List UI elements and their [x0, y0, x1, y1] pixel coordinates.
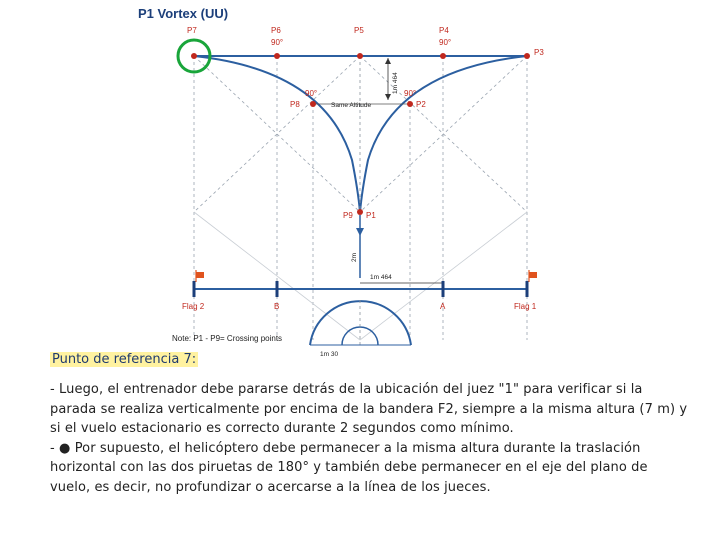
dim-2m-label: 2m [351, 252, 358, 262]
p6-angle: 90° [271, 38, 284, 47]
note-text: Note: P1 - P9= Crossing points [172, 334, 283, 343]
point-p6 [274, 53, 280, 59]
diagram-title: P1 Vortex (UU) [138, 6, 229, 21]
p2-angle: 90° [404, 89, 417, 98]
flag1-label: Flag 1 [514, 302, 537, 311]
same-altitude-label: Same Altitude [331, 102, 372, 109]
points [191, 53, 530, 215]
p3-label: P3 [534, 48, 544, 57]
dim-bottom-label: 1m 464 [370, 274, 392, 281]
guide-lines [194, 56, 527, 340]
p9-label: P9 [343, 211, 353, 220]
dim-top-label: 1m 464 [392, 72, 399, 94]
flag2-label: Flag 2 [182, 302, 205, 311]
flag1-icon [529, 272, 537, 278]
point-p8 [310, 101, 316, 107]
p1-label: P1 [366, 211, 376, 220]
dim-arrow-up-icon [385, 58, 391, 64]
a-label: A [440, 302, 446, 311]
reference-heading: Punto de referencia 7: [52, 352, 197, 367]
p2-label: P2 [416, 100, 426, 109]
paragraph-2: - ● Por supuesto, el helicóptero debe permanecer a la misma altura durante la traslación horizontal con las dos piruetas de 180° y también debe permanecer en el eje del plano de vuelo, es decir, no profundizar o acercarse a la línea de los jueces. [50, 440, 648, 495]
p8-label: P8 [290, 100, 300, 109]
p6-label: P6 [271, 26, 281, 35]
paragraph-1: - Luego, el entrenador debe pararse detrás de la ubicación del juez "1" para verificar si la parada se realiza verticalmente por encima de la bandera F2, siempre a la misma altura (7 m) y si el vuelo estacionario es correcto durante 2 segundos como mínimo. [50, 382, 688, 436]
p7-label: P7 [187, 26, 197, 35]
p8-angle: 90° [305, 89, 318, 98]
p4-label: P4 [439, 26, 449, 35]
dim-arrow-down-icon [385, 94, 391, 100]
dim-circle-label: 1m 30 [320, 351, 339, 358]
flag2-icon [196, 272, 204, 278]
b-label: B [274, 302, 280, 311]
p4-angle: 90° [439, 38, 452, 47]
point-p2 [407, 101, 413, 107]
arrow-down-icon [356, 228, 364, 236]
point-p4 [440, 53, 446, 59]
p5-label: P5 [354, 26, 364, 35]
point-p7 [191, 53, 197, 59]
outer-semicircle [310, 301, 411, 345]
point-p9 [357, 209, 363, 215]
point-p5 [357, 53, 363, 59]
body-text [50, 380, 690, 497]
point-p3 [524, 53, 530, 59]
